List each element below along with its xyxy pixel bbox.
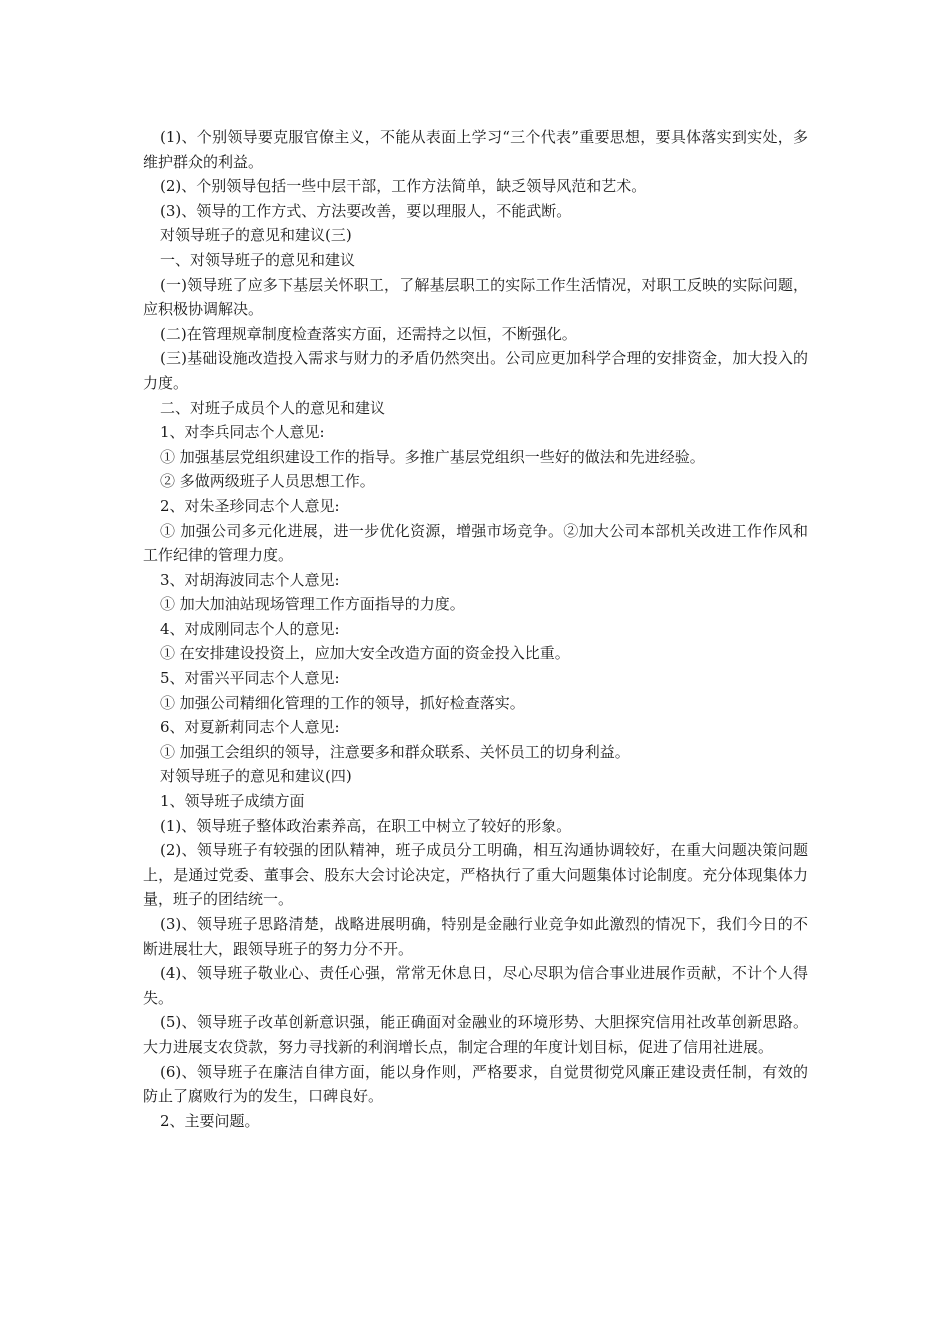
list-item: ① 在安排建设投资上，应加大安全改造方面的资金投入比重。 bbox=[160, 644, 570, 663]
section-heading: 对领导班子的意见和建议(四) bbox=[160, 767, 352, 786]
subsection-heading: 1、领导班子成绩方面 bbox=[160, 792, 305, 811]
list-item: ① 加大加油站现场管理工作方面指导的力度。 bbox=[160, 595, 465, 614]
list-item: ① 加强公司多元化进展，进一步优化资源，增强市场竞争。②加大公司本部机关改进工作作风和工作纪律的管理力度。 bbox=[143, 521, 808, 565]
paragraph: (3)、领导班子思路清楚，战略进展明确，特别是金融行业竞争如此激烈的情况下，我们今日的不断进展壮大，跟领导班子的努力分不开。 bbox=[143, 915, 808, 958]
paragraph: (4)、领导班子敬业心、责任心强，常常无休息日，尽心尽职为信合事业进展作贡献，不计个人得失。 bbox=[143, 964, 808, 1007]
list-item: ② 多做两级班子人员思想工作。 bbox=[160, 472, 375, 491]
list-heading: 6、对夏新莉同志个人意见: bbox=[160, 718, 340, 737]
section-heading: 对领导班子的意见和建议(三) bbox=[160, 226, 352, 245]
list-item: ① 加强公司精细化管理的工作的领导，抓好检查落实。 bbox=[160, 693, 525, 712]
paragraph: (1)、领导班子整体政治素养高，在职工中树立了较好的形象。 bbox=[160, 816, 572, 835]
list-heading: 3、对胡海波同志个人意见: bbox=[160, 570, 340, 589]
paragraph: (2)、个别领导包括一些中层干部，工作方法简单，缺乏领导风范和艺术。 bbox=[160, 177, 647, 196]
paragraph: (3)、领导的工作方式、方法要改善，要以理服人，不能武断。 bbox=[160, 201, 572, 220]
list-item: ① 加强工会组织的领导，注意要多和群众联系、关怀员工的切身利益。 bbox=[160, 742, 630, 761]
paragraph: (一)领导班了应多下基层关怀职工，了解基层职工的实际工作生活情况，对职工反映的实际问题，应积极协调解决。 bbox=[143, 275, 808, 319]
document-body bbox=[143, 125, 808, 1133]
subsection-heading: 二、对班子成员个人的意见和建议 bbox=[160, 398, 386, 417]
list-item: ① 加强基层党组织建设工作的指导。多推广基层党组织一些好的做法和先进经验。 bbox=[160, 447, 705, 466]
paragraph: (6)、领导班子在廉洁自律方面，能以身作则，严格要求，自觉贯彻党风廉正建设责任制，有效的防止了腐败行为的发生，口碑良好。 bbox=[143, 1062, 808, 1106]
list-heading: 5、对雷兴平同志个人意见: bbox=[160, 669, 340, 688]
subsection-heading: 一、对领导班子的意见和建议 bbox=[160, 250, 356, 269]
paragraph: (5)、领导班子改革创新意识强，能正确面对金融业的环境形势、大胆探究信用社改革创新思路。大力进展支农贷款，努力寻找新的利润增长点，制定合理的年度计划目标，促进了信用社进展。 bbox=[143, 1013, 808, 1056]
paragraph: (2)、领导班子有较强的团队精神，班子成员分工明确，相互沟通协调较好，在重大问题决策问题上，是通过党委、董事会、股东大会讨论决定，严格执行了重大问题集体讨论制度。充分体现集体力量，班子的团结统一。 bbox=[143, 841, 808, 909]
list-heading: 1、对李兵同志个人意见: bbox=[160, 423, 325, 442]
paragraph: (1)、个别领导要克服官僚主义，不能从表面上学习“三个代表”重要思想，要具体落实到实处，多维护群众的利益。 bbox=[143, 128, 808, 171]
subsection-heading: 2、主要问题。 bbox=[160, 1111, 260, 1130]
list-heading: 2、对朱圣珍同志个人意见: bbox=[160, 496, 340, 515]
list-heading: 4、对成刚同志个人的意见: bbox=[160, 619, 340, 638]
paragraph: (二)在管理规章制度检查落实方面，还需持之以恒，不断强化。 bbox=[160, 324, 577, 343]
paragraph: (三)基础设施改造投入需求与财力的矛盾仍然突出。公司应更加科学合理的安排资金，加大投入的力度。 bbox=[143, 349, 808, 392]
